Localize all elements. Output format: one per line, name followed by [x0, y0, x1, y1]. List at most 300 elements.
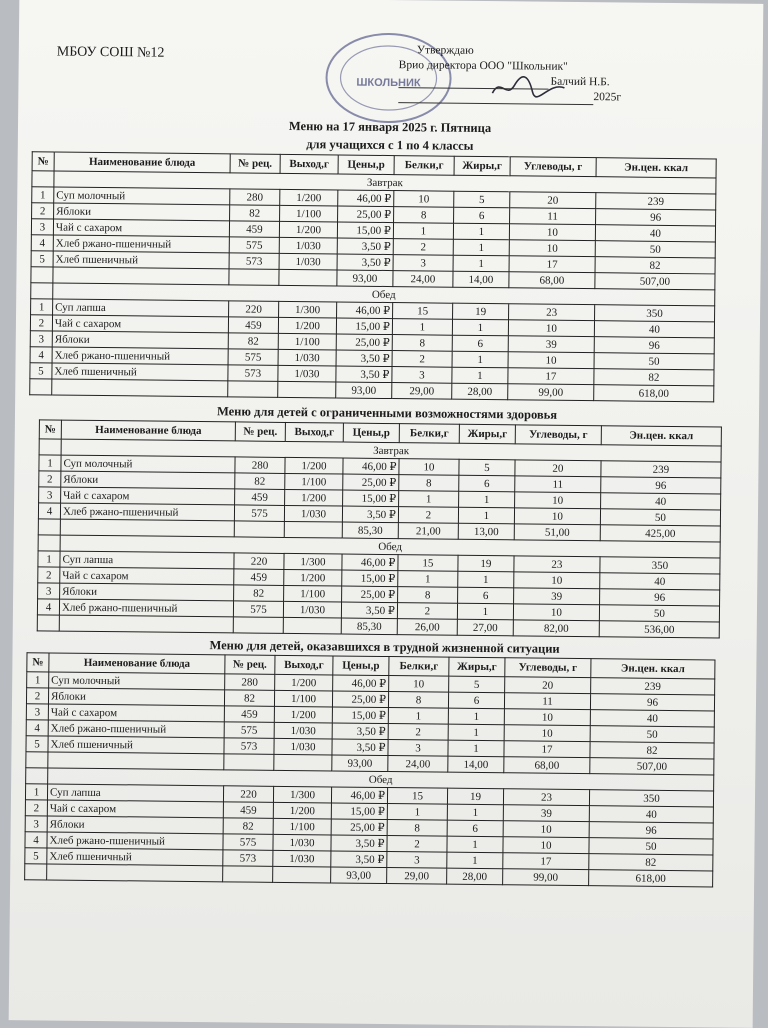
table-cell: 1 — [392, 319, 452, 336]
table-cell: 1 — [399, 491, 459, 508]
table-cell: 1 — [27, 672, 49, 688]
table-cell: 15,00 ₽ — [331, 803, 387, 820]
table-cell: 575 — [228, 349, 278, 366]
table-cell: 50 — [590, 726, 714, 743]
table-cell: 8 — [394, 207, 454, 224]
table-cell: 10 — [394, 191, 454, 208]
table-cell: 575 — [224, 722, 274, 739]
table-cell: 350 — [600, 557, 720, 574]
table-cell: 239 — [596, 193, 716, 210]
table-cell: 39 — [503, 805, 589, 822]
table-cell: 573 — [223, 850, 273, 867]
table-cell: 50 — [595, 241, 715, 258]
table-cell: 10 — [514, 572, 600, 589]
empty-cell — [59, 615, 233, 633]
empty-cell — [38, 519, 60, 535]
table-cell: 1 — [453, 223, 509, 240]
column-header: Наименование блюда — [49, 653, 225, 674]
table-cell: 1 — [452, 319, 508, 336]
table-cell: 4 — [31, 235, 53, 251]
table-cell: 1/200 — [274, 706, 332, 723]
empty-cell — [223, 866, 273, 883]
table-cell: 8 — [387, 820, 447, 837]
empty-cell — [283, 617, 341, 634]
table-cell: Хлеб пшеничный — [52, 363, 228, 381]
table-cell: 239 — [591, 678, 715, 695]
table-cell: Хлеб ржано-пшеничный — [60, 503, 234, 521]
table-cell: 10 — [515, 492, 601, 509]
column-header: Углеводы, г — [510, 157, 596, 177]
table-cell: 5 — [454, 191, 510, 208]
empty-cell — [233, 617, 283, 634]
table-cell: 459 — [224, 706, 274, 723]
table-cell: 1/100 — [274, 690, 332, 707]
table-cell: 3,50 ₽ — [336, 350, 392, 367]
table-cell: 1/100 — [285, 473, 343, 490]
total-cell: 29,00 — [387, 868, 447, 885]
table-cell: Суп молочный — [61, 455, 235, 473]
table-cell: 1 — [447, 852, 503, 869]
table-cell: 1 — [32, 187, 54, 203]
approve-name: Балчий Н.Б. — [550, 75, 610, 89]
table-cell: 1/200 — [278, 317, 336, 334]
table-cell: 220 — [229, 301, 279, 318]
table-cell: 6 — [458, 587, 514, 604]
table-cell: 15,00 ₽ — [332, 707, 388, 724]
table-cell: 17 — [504, 741, 590, 758]
table-cell: 1/030 — [279, 253, 337, 270]
table-cell: 1 — [447, 804, 503, 821]
table-cell: 280 — [235, 457, 285, 474]
empty-cell — [228, 381, 278, 398]
menu-title: Меню на 17 января 2025 г. Пятница — [288, 118, 492, 136]
table-cell: 82 — [595, 257, 715, 274]
table-cell: 15 — [398, 555, 458, 572]
table-cell: 459 — [235, 489, 285, 506]
table-cell: 46,00 ₽ — [338, 190, 394, 207]
table-cell: 10 — [399, 459, 459, 476]
column-header: Жиры,г — [449, 657, 505, 677]
table-cell: 3,50 ₽ — [331, 835, 387, 852]
table-cell: 459 — [234, 569, 284, 586]
table-cell: Хлеб ржано-пшеничный — [48, 720, 224, 738]
total-cell: 93,00 — [337, 270, 393, 287]
column-header: Цены,р — [333, 656, 389, 676]
empty-cell — [279, 269, 337, 286]
table-cell: 40 — [589, 806, 713, 823]
column-header: № — [27, 653, 49, 672]
table-cell: 3 — [392, 367, 452, 384]
table-cell: 1 — [447, 836, 503, 853]
table-cell: 239 — [601, 461, 721, 478]
table-cell: 46,00 ₽ — [343, 458, 399, 475]
table-cell: 19 — [447, 788, 503, 805]
table-cell: Хлеб ржано-пшеничный — [47, 832, 223, 850]
table-cell: 96 — [600, 589, 720, 606]
column-header: Белки,г — [389, 657, 449, 677]
empty-cell — [229, 269, 279, 286]
table-cell: Чай с сахаром — [47, 800, 223, 818]
table-cell: 5 — [30, 363, 52, 379]
table-cell: 46,00 ₽ — [331, 787, 387, 804]
column-header: Углеводы, г — [505, 658, 591, 678]
table-cell: 3 — [25, 816, 47, 832]
total-cell: 536,00 — [599, 621, 719, 638]
table-cell: 8 — [398, 587, 458, 604]
table-cell: 3,50 ₽ — [331, 851, 387, 868]
table-cell: 2 — [392, 351, 452, 368]
empty-cell — [234, 521, 284, 538]
table-cell: 11 — [515, 476, 601, 493]
total-cell: 24,00 — [393, 271, 453, 288]
total-cell: 85,30 — [341, 618, 397, 635]
table-cell: 50 — [594, 353, 714, 370]
table-cell: 40 — [595, 225, 715, 242]
column-header: № — [32, 152, 54, 171]
table-cell: 6 — [448, 692, 504, 709]
total-cell: 28,00 — [452, 383, 508, 400]
total-cell: 425,00 — [600, 525, 720, 542]
school-name: МБОУ СОШ №12 — [56, 44, 165, 61]
table-cell: 23 — [503, 789, 589, 806]
table-cell: 10 — [509, 224, 595, 241]
table-cell: 46,00 ₽ — [333, 675, 389, 692]
table-cell: 1 — [448, 740, 504, 757]
table-cell: 1 — [448, 708, 504, 725]
table-cell: 25,00 ₽ — [338, 206, 394, 223]
table-cell: 96 — [596, 209, 716, 226]
table-cell: 3 — [30, 331, 52, 347]
table-cell: 1/030 — [279, 237, 337, 254]
table-cell: Яблоки — [54, 203, 230, 221]
table-cell: 575 — [229, 237, 279, 254]
menu-sheet — [9, 0, 764, 1028]
table-cell: 1/030 — [283, 601, 341, 618]
empty-cell — [39, 439, 61, 455]
empty-cell — [47, 864, 223, 882]
table-cell: Яблоки — [52, 331, 228, 349]
table-cell: 2 — [38, 567, 60, 583]
empty-cell — [37, 615, 59, 631]
column-header: Эн.цен. ккал — [596, 158, 716, 178]
table-cell: 2 — [25, 800, 47, 816]
table-cell: 50 — [599, 605, 719, 622]
table-cell: 573 — [228, 365, 278, 382]
column-header: Выход,г — [280, 154, 338, 174]
table-cell: 39 — [514, 588, 600, 605]
total-cell: 99,00 — [503, 869, 589, 886]
table-cell: 1 — [393, 223, 453, 240]
table-cell: 15,00 ₽ — [337, 222, 393, 239]
table-cell: 82 — [590, 742, 714, 759]
table-cell: 19 — [458, 555, 514, 572]
column-header: Выход,г — [275, 655, 333, 675]
table-cell: 8 — [388, 692, 448, 709]
table-cell: 1/100 — [273, 818, 331, 835]
table-cell: 82 — [234, 585, 284, 602]
table-cell: 10 — [509, 240, 595, 257]
table-cell: 8 — [392, 335, 452, 352]
empty-cell — [26, 752, 48, 768]
table-cell: 25,00 ₽ — [342, 586, 398, 603]
section-label: Завтрак — [54, 171, 716, 194]
total-cell: 28,00 — [447, 868, 503, 885]
table-cell: 1 — [39, 455, 61, 471]
table-cell: 96 — [589, 822, 713, 839]
table-cell: 15,00 ₽ — [342, 570, 398, 587]
table-cell: Суп лапша — [53, 299, 229, 317]
table-cell: 25,00 ₽ — [336, 334, 392, 351]
table-cell: 82 — [224, 690, 274, 707]
table-cell: 1 — [387, 804, 447, 821]
approve-title: Утверждаю — [416, 44, 474, 57]
table-cell: 220 — [234, 553, 284, 570]
table-cell: 1 — [452, 351, 508, 368]
table-cell: 3 — [31, 219, 53, 235]
table-cell: 459 — [229, 221, 279, 238]
table-cell: 10 — [514, 508, 600, 525]
empty-cell — [284, 521, 342, 538]
empty-cell — [273, 866, 331, 883]
column-header: Выход,г — [285, 422, 343, 442]
table-cell: 25,00 ₽ — [331, 819, 387, 836]
table-cell: 1/030 — [274, 738, 332, 755]
table-cell: 5 — [25, 848, 47, 864]
table-cell: 10 — [513, 604, 599, 621]
empty-cell — [31, 283, 53, 299]
table-cell: 1/030 — [278, 349, 336, 366]
table-cell: 20 — [515, 460, 601, 477]
table-cell: 280 — [225, 674, 275, 691]
empty-cell — [53, 267, 229, 285]
table-cell: 17 — [508, 368, 594, 385]
menu-table-students — [29, 151, 717, 402]
table-cell: Чай с сахаром — [52, 315, 228, 333]
column-header: Цены,р — [343, 423, 399, 443]
table-cell: Яблоки — [61, 471, 235, 489]
table-cell: 2 — [397, 603, 457, 620]
table-cell: Чай с сахаром — [53, 219, 229, 237]
table-cell: 459 — [228, 317, 278, 334]
table-cell: 10 — [389, 676, 449, 693]
table-cell: 40 — [594, 321, 714, 338]
table-cell: 3,50 ₽ — [341, 602, 397, 619]
table-cell: 3,50 ₽ — [337, 254, 393, 271]
table-cell: 2 — [398, 507, 458, 524]
table-cell: 82 — [230, 205, 280, 222]
empty-cell — [31, 267, 53, 283]
table-cell: 17 — [503, 853, 589, 870]
total-cell: 13,00 — [458, 523, 514, 540]
total-cell: 14,00 — [453, 271, 509, 288]
table-cell: 1/030 — [278, 365, 336, 382]
table-cell: 23 — [509, 304, 595, 321]
total-cell: 85,30 — [342, 522, 398, 539]
table-cell: 1 — [31, 299, 53, 315]
table-cell: 23 — [514, 556, 600, 573]
table-cell: Яблоки — [47, 816, 223, 834]
total-cell: 68,00 — [509, 272, 595, 289]
table-cell: Суп лапша — [47, 784, 223, 802]
section-label: Обед — [53, 283, 715, 306]
empty-cell — [38, 535, 60, 551]
table-cell: 1 — [453, 239, 509, 256]
table-cell: 1/200 — [285, 489, 343, 506]
column-header: Белки,г — [399, 424, 459, 444]
total-cell: 93,00 — [332, 755, 388, 772]
column-header: Углеводы, г — [515, 425, 601, 445]
table-cell: 1 — [448, 724, 504, 741]
empty-cell — [274, 754, 332, 771]
table-cell: 82 — [235, 473, 285, 490]
svg-text:ШКОЛЬНИК: ШКОЛЬНИК — [356, 76, 421, 90]
table-cell: 280 — [230, 189, 280, 206]
table-cell: 46,00 ₽ — [342, 554, 398, 571]
table-cell: 82 — [228, 333, 278, 350]
table-cell: Хлеб пшеничный — [53, 251, 229, 269]
table-cell: 4 — [38, 503, 60, 519]
table-cell: 2 — [388, 724, 448, 741]
table-cell: 4 — [25, 832, 47, 848]
table-cell: 1 — [457, 603, 513, 620]
table-cell: 10 — [508, 352, 594, 369]
table-cell: 1 — [459, 491, 515, 508]
table-cell: 1/100 — [280, 205, 338, 222]
table-cell: Хлеб пшеничный — [47, 848, 223, 866]
table-cell: 1 — [388, 708, 448, 725]
table-cell: 2 — [30, 315, 52, 331]
ovz-menu-title: Меню для детей с ограниченными возможностями здоровья — [216, 404, 558, 422]
empty-cell — [26, 768, 48, 784]
table-cell: 6 — [447, 820, 503, 837]
tjs-menu-title: Меню для детей, оказавшихся в трудной жизненной ситуации — [209, 638, 560, 656]
table-cell: 3 — [388, 740, 448, 757]
table-cell: 1/300 — [284, 553, 342, 570]
empty-cell — [25, 864, 47, 880]
table-cell: 25,00 ₽ — [332, 691, 388, 708]
table-cell: 15 — [387, 788, 447, 805]
total-cell: 93,00 — [331, 867, 387, 884]
column-header: Эн.цен. ккал — [591, 659, 715, 679]
table-cell: 10 — [503, 821, 589, 838]
empty-cell — [32, 171, 54, 187]
total-cell: 26,00 — [397, 619, 457, 636]
column-header: № — [39, 420, 61, 439]
table-cell: 96 — [601, 477, 721, 494]
table-cell: 1 — [453, 255, 509, 272]
table-cell: 4 — [30, 347, 52, 363]
empty-cell — [52, 379, 228, 397]
table-cell: 3,50 ₽ — [332, 739, 388, 756]
table-cell: 2 — [39, 471, 61, 487]
table-cell: 575 — [234, 505, 284, 522]
table-cell: 10 — [504, 709, 590, 726]
section-label: Обед — [60, 535, 720, 558]
table-cell: 1 — [458, 507, 514, 524]
total-cell: 507,00 — [590, 758, 714, 775]
table-cell: 4 — [37, 599, 59, 615]
table-cell: 20 — [510, 192, 596, 209]
table-cell: 1/200 — [275, 674, 333, 691]
table-cell: 3 — [39, 487, 61, 503]
table-cell: 96 — [594, 337, 714, 354]
table-cell: Чай с сахаром — [60, 567, 234, 585]
table-cell: Чай с сахаром — [48, 704, 224, 722]
table-cell: 1/300 — [273, 786, 331, 803]
table-cell: 40 — [600, 573, 720, 590]
table-cell: 6 — [459, 475, 515, 492]
table-cell: 573 — [224, 738, 274, 755]
table-cell: 575 — [223, 834, 273, 851]
table-cell: 8 — [399, 475, 459, 492]
table-cell: 575 — [233, 601, 283, 618]
table-cell: 82 — [594, 369, 714, 386]
table-cell: 1 — [458, 571, 514, 588]
table-cell: 1/200 — [279, 221, 337, 238]
table-cell: Яблоки — [48, 688, 224, 706]
table-cell: 1/030 — [273, 850, 331, 867]
table-cell: 15,00 ₽ — [336, 318, 392, 335]
table-cell: 82 — [223, 818, 273, 835]
column-header: Цены,р — [338, 155, 394, 175]
column-header: № рец. — [230, 154, 280, 174]
total-cell: 29,00 — [392, 383, 452, 400]
table-cell: 1 — [38, 551, 60, 567]
total-cell: 14,00 — [448, 756, 504, 773]
table-cell: 11 — [504, 693, 590, 710]
total-cell: 618,00 — [589, 870, 713, 887]
table-cell: 1/200 — [280, 189, 338, 206]
table-cell: 350 — [595, 305, 715, 322]
table-cell: 6 — [454, 207, 510, 224]
table-cell: 40 — [590, 710, 714, 727]
table-cell: 1/300 — [279, 301, 337, 318]
total-cell: 51,00 — [514, 524, 600, 541]
table-cell: 3,50 ₽ — [332, 723, 388, 740]
table-cell: Хлеб ржано-пшеничный — [53, 235, 229, 253]
table-cell: Суп молочный — [49, 672, 225, 690]
table-cell: 17 — [509, 256, 595, 273]
total-cell: 27,00 — [457, 619, 513, 636]
table-cell: 10 — [504, 725, 590, 742]
table-cell: 1 — [25, 784, 47, 800]
table-cell: 19 — [453, 303, 509, 320]
total-cell: 618,00 — [594, 385, 714, 402]
column-header: Наименование блюда — [61, 420, 235, 441]
table-cell: 10 — [508, 320, 594, 337]
table-cell: 5 — [26, 736, 48, 752]
column-header: Наименование блюда — [54, 152, 230, 173]
table-cell: 50 — [600, 509, 720, 526]
total-cell: 99,00 — [508, 384, 594, 401]
table-cell: 5 — [449, 676, 505, 693]
table-cell: 3 — [393, 255, 453, 272]
table-cell: 573 — [229, 253, 279, 270]
table-cell: Хлеб пшеничный — [48, 736, 224, 754]
table-cell: 2 — [387, 836, 447, 853]
table-cell: 2 — [26, 688, 48, 704]
table-cell: 96 — [590, 694, 714, 711]
total-cell: 24,00 — [388, 756, 448, 773]
total-cell: 82,00 — [513, 620, 599, 637]
table-cell: 39 — [508, 336, 594, 353]
table-cell: 4 — [26, 720, 48, 736]
table-cell: 220 — [223, 786, 273, 803]
table-cell: 1/100 — [278, 333, 336, 350]
table-cell: 1/030 — [273, 834, 331, 851]
approve-year: 2025г — [593, 91, 622, 104]
table-cell: 2 — [32, 203, 54, 219]
